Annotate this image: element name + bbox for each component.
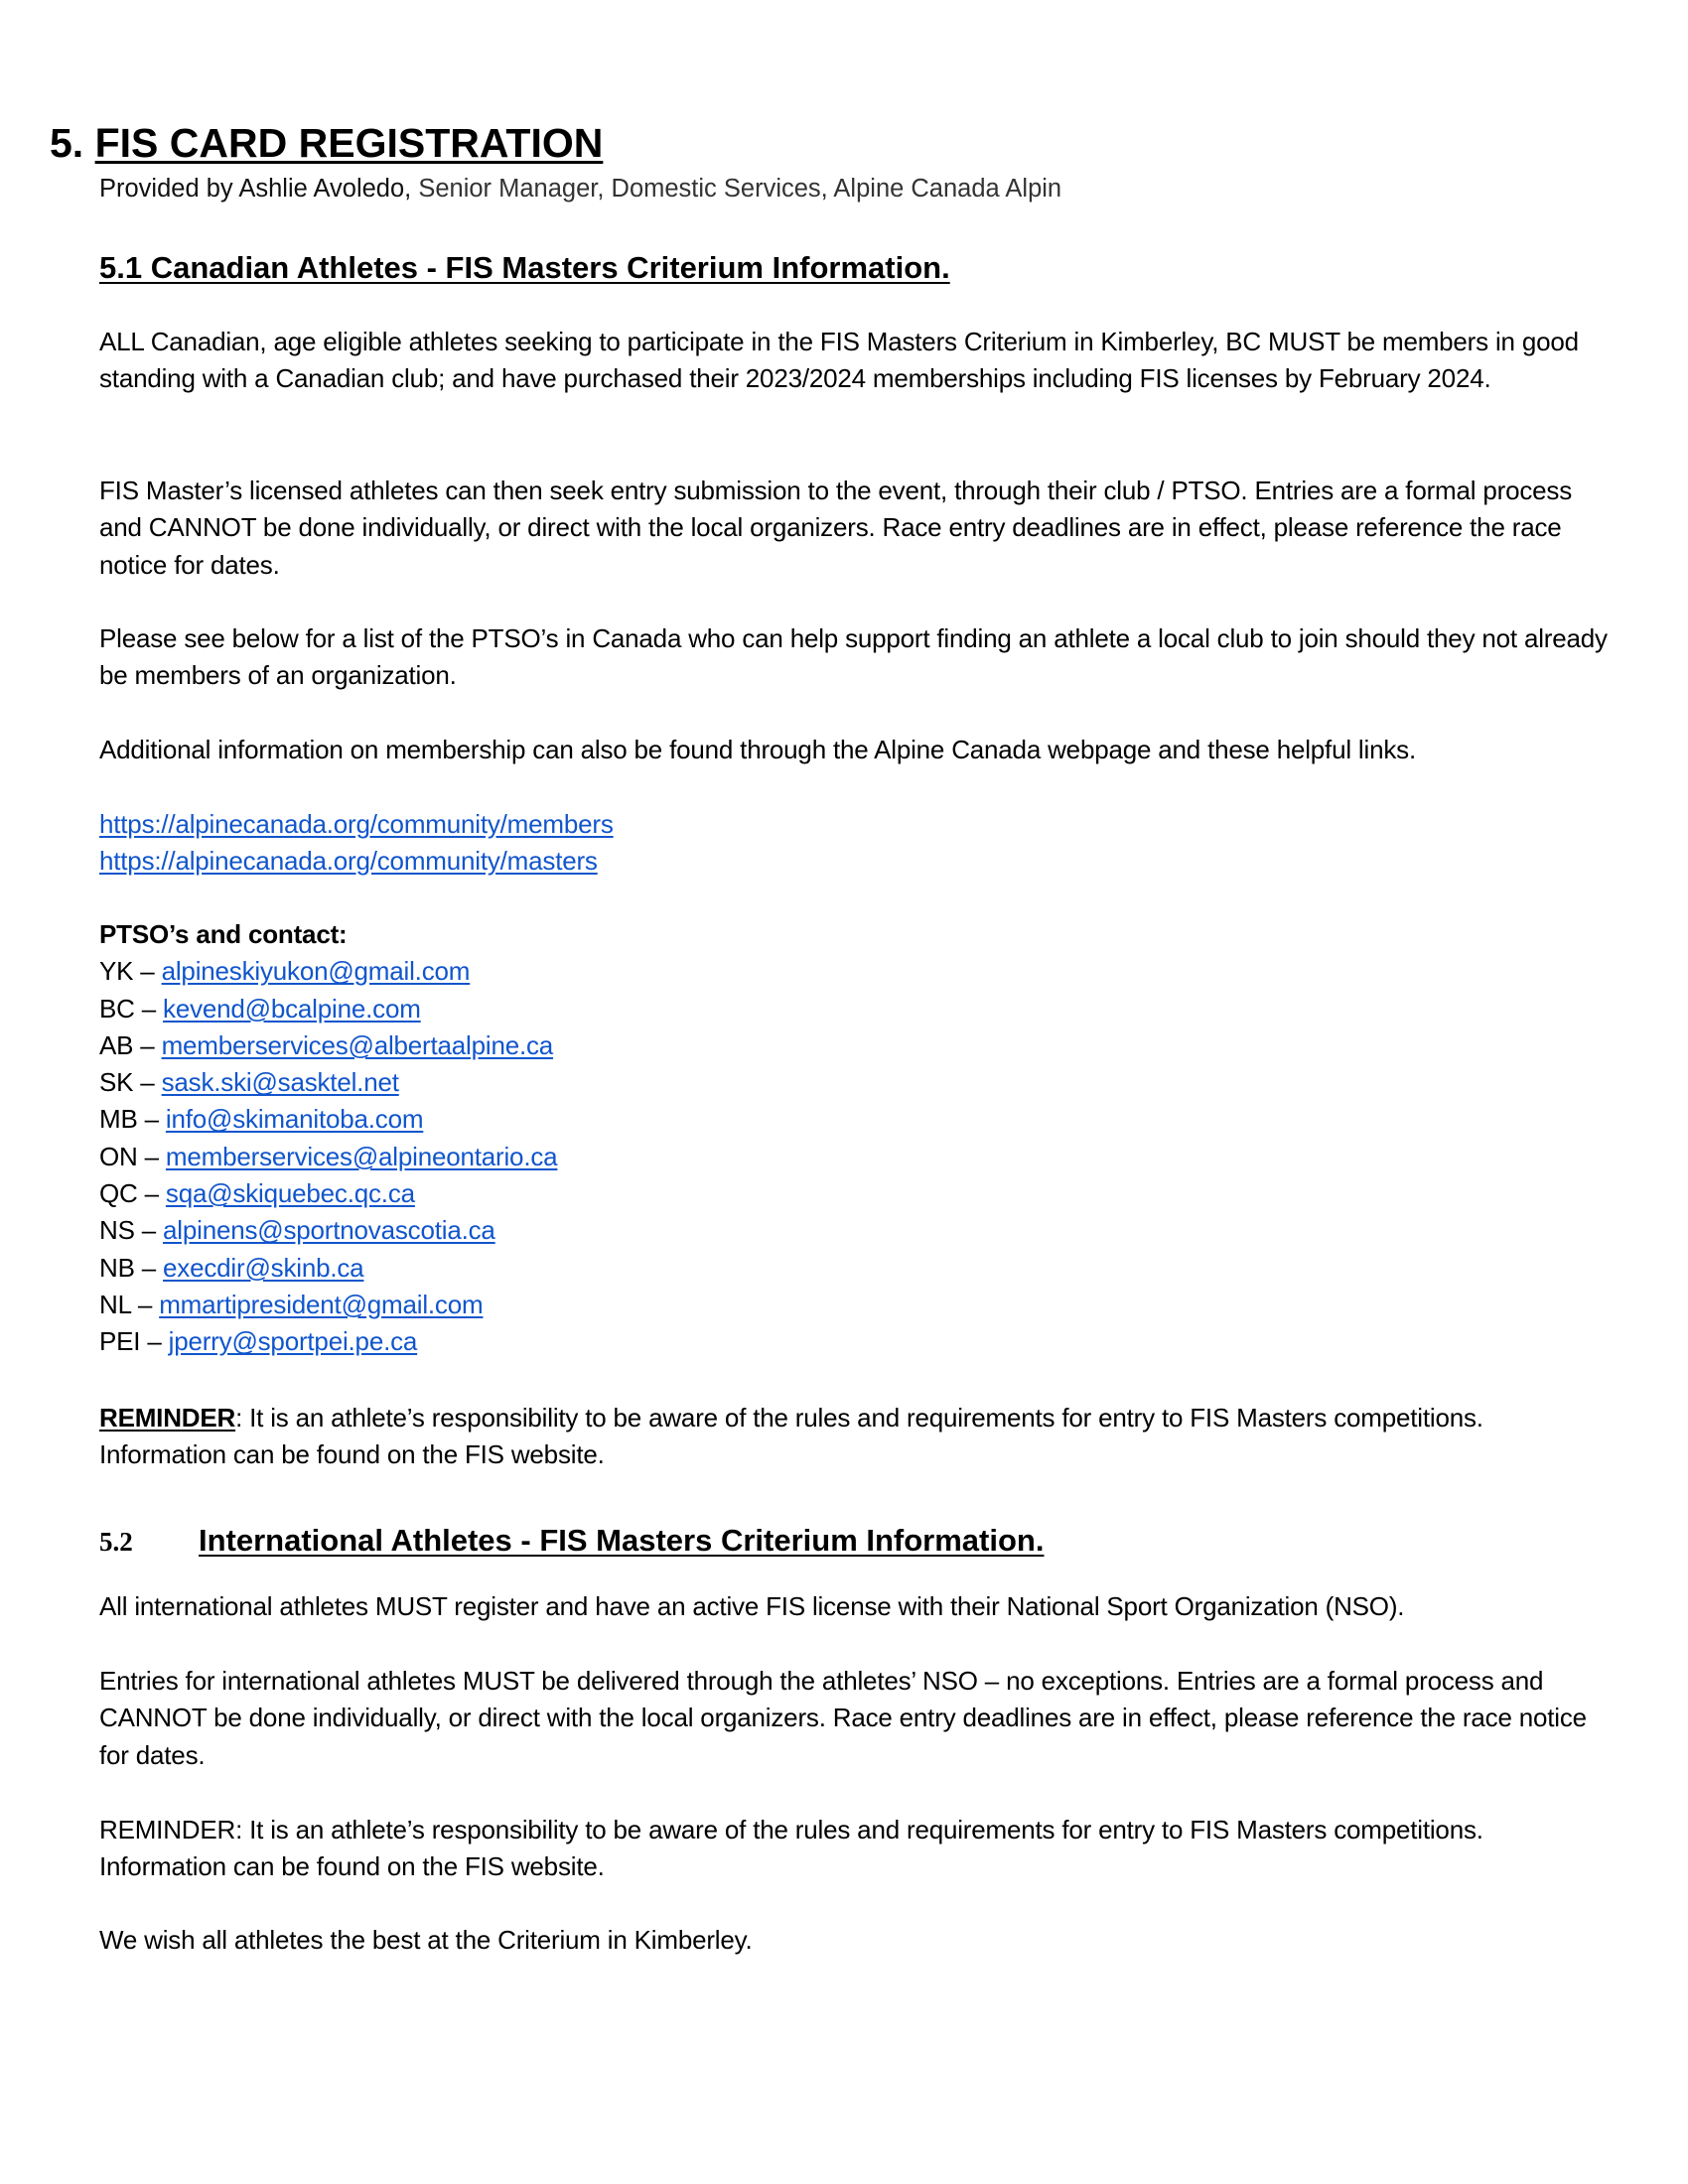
section-5-2-paragraph-2: Entries for international athletes MUST be delivered through the athletes’ NSO – no exceptions. Entries are a formal process and CANNOT be done individually, or direct with the local organizers. Race entry deadlines are in effect, please reference the race notice for dates. <box>99 1666 1587 1770</box>
email-link-mb[interactable]: info@skimanitoba.com <box>165 1104 424 1135</box>
email-link-nl[interactable]: mmartipresident@gmail.com <box>159 1289 484 1319</box>
contact-pei: PEI – jperry@sportpei.pe.ca <box>99 1326 418 1357</box>
email-link-ab[interactable]: memberservices@albertaalpine.ca <box>161 1029 554 1060</box>
contact-yk: YK – alpineskiyukon@gmail.com <box>99 956 471 987</box>
contact-nl: NL – mmartipresident@gmail.com <box>99 1289 484 1319</box>
contact-mb: MB – info@skimanitoba.com <box>99 1104 424 1135</box>
contact-qc: QC – sqa@skiquebec.qc.ca <box>99 1178 415 1209</box>
section-5-1-heading: 5.1 Canadian Athletes - FIS Masters Criterium Information. <box>99 250 950 285</box>
email-link-on[interactable]: memberservices@alpineontario.ca <box>165 1141 558 1171</box>
section-5-1-paragraph-1: ALL Canadian, age eligible athletes seeking to participate in the FIS Masters Criterium in Kimberley, BC MUST be members in good standing with a Canadian club; and have purchased their 2023/2024 memberships including FIS licenses by February 2024. <box>99 327 1579 394</box>
section-5-2-paragraph-1: All international athletes MUST register and have an active FIS license with their National Sport Organization (NSO). <box>99 1591 1405 1621</box>
section-5-2-paragraph-4: We wish all athletes the best at the Criterium in Kimberley. <box>99 1925 753 1955</box>
contact-sk: SK – sask.ski@sasktel.net <box>99 1067 399 1098</box>
email-link-sk[interactable]: sask.ski@sasktel.net <box>161 1067 399 1098</box>
section-5-1-paragraph-4: Additional information on membership can also be found through the Alpine Canada webpage and these helpful links. <box>99 735 1416 764</box>
ptso-contacts <box>99 916 557 1361</box>
contacts-heading: PTSO’s and contact: <box>99 919 348 949</box>
email-link-yk[interactable]: alpineskiyukon@gmail.com <box>161 956 471 987</box>
section-5-1-reminder <box>99 1400 1609 1474</box>
masters-link[interactable]: https://alpinecanada.org/community/masters <box>99 846 598 877</box>
contact-ns: NS – alpinens@sportnovascotia.ca <box>99 1215 495 1246</box>
links-block <box>99 806 1609 881</box>
reminder-label: REMINDER <box>99 1403 236 1433</box>
provided-by-line <box>99 173 1061 205</box>
section-5-1-paragraph-3: Please see below for a list of the PTSO’s in Canada who can help support finding an athlete a local club to join should they not already be members of an organization. <box>99 623 1608 691</box>
email-link-qc[interactable]: sqa@skiquebec.qc.ca <box>165 1178 415 1209</box>
section-5-heading <box>50 119 603 167</box>
section-5-title: FIS CARD REGISTRATION <box>94 120 604 166</box>
contact-nb: NB – execdir@skinb.ca <box>99 1252 364 1283</box>
contact-bc: BC – kevend@bcalpine.com <box>99 993 421 1024</box>
contact-on: ON – memberservices@alpineontario.ca <box>99 1141 558 1171</box>
section-5-number: 5. <box>50 120 84 166</box>
provided-by-role: Senior Manager, Domestic Services, Alpine Canada Alpin <box>418 175 1062 203</box>
section-5-2-paragraph-3: REMINDER: It is an athlete’s responsibility to be aware of the rules and requirements for entry to FIS Masters competitions. Information can be found on the FIS website. <box>99 1815 1483 1882</box>
section-5-2-number: 5.2 <box>99 1527 133 1557</box>
email-link-pei[interactable]: jperry@sportpei.pe.ca <box>168 1326 418 1357</box>
email-link-nb[interactable]: execdir@skinb.ca <box>163 1252 364 1283</box>
email-link-bc[interactable]: kevend@bcalpine.com <box>163 993 421 1024</box>
contact-ab: AB – memberservices@albertaalpine.ca <box>99 1029 554 1060</box>
reminder-text: : It is an athlete’s responsibility to be aware of the rules and requirements for entry to FIS Masters competitions. Information can be found on the FIS website. <box>99 1403 1483 1470</box>
section-5-2-heading: International Athletes - FIS Masters Criterium Information. <box>199 1523 1045 1558</box>
email-link-ns[interactable]: alpinens@sportnovascotia.ca <box>163 1215 495 1246</box>
members-link[interactable]: https://alpinecanada.org/community/members <box>99 809 614 839</box>
section-5-1-paragraph-2: FIS Master’s licensed athletes can then seek entry submission to the event, through their club / PTSO. Entries are a formal process and CANNOT be done individually, or direct with the local organizers. Race entry deadlines are in effect, please reference the race notice for dates. <box>99 476 1573 580</box>
provided-by-prefix: Provided by Ashlie Avoledo, <box>99 175 419 203</box>
